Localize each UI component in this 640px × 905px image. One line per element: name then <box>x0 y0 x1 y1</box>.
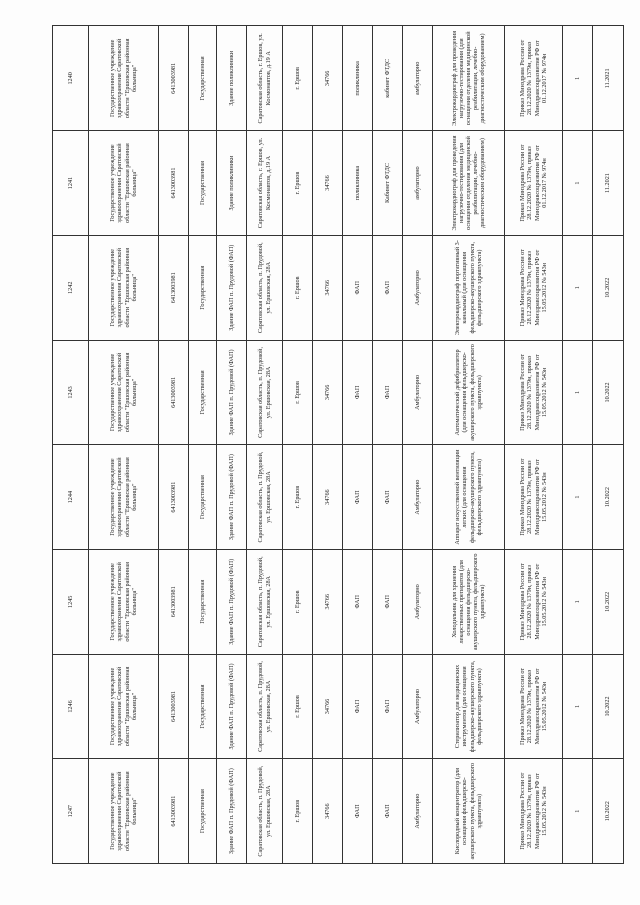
table-cell-dev: Электрокардиограф портативный 3-канальный (для оснащения фельдшерско-акушерского пункта, фельдшерского здравпункта) <box>433 235 505 340</box>
table-cell-inn: 6413003981 <box>159 235 189 340</box>
table-cell-dat: 10.2022 <box>593 235 624 340</box>
table-cell-adr: Саратовская область, п. Прудовой, ул. Ершовская, 28А <box>247 654 283 759</box>
table-cell-fap: поликлиника <box>343 26 373 131</box>
column-number: 1240 <box>53 26 89 131</box>
column-number: 1245 <box>53 549 89 654</box>
table-cell-bld: Здание ФАП п. Прудовой (ФАП) <box>217 654 247 759</box>
table-cell-fap2: кабинет ФТДС <box>373 26 403 131</box>
table-row <box>433 26 505 864</box>
table-cell-ord: Приказ Минздрава России от 28.12.2020 № 1379н, приказ Минздравсоцразвития РФ от 15.05.2012 № 543н <box>505 340 563 445</box>
table-cell-inn: 6413003981 <box>159 131 189 236</box>
table-cell-city: г. Ершов <box>283 131 313 236</box>
table-row <box>403 26 433 864</box>
table-cell-zip: 34766 <box>313 26 343 131</box>
table-cell-dat: 11.2021 <box>593 131 624 236</box>
table-cell-zip: 34766 <box>313 549 343 654</box>
table-cell-fap2: ФАП <box>373 445 403 550</box>
table-cell-inn: 6413003981 <box>159 445 189 550</box>
table-cell-qty: 1 <box>563 26 593 131</box>
table-cell-amb: Амбулаторно <box>403 654 433 759</box>
column-number: 1246 <box>53 654 89 759</box>
table-row <box>373 26 403 864</box>
table-row <box>89 26 159 864</box>
table-cell-fap: ФАП <box>343 235 373 340</box>
table-cell-org: Государственное учреждение здравоохранения Саратовской области "Ершовская районная больница" <box>89 340 159 445</box>
table-cell-bld: Здание ФАП п. Прудовой (ФАП) <box>217 340 247 445</box>
table-cell-zip: 34766 <box>313 759 343 864</box>
table-cell-inn: 6413003981 <box>159 654 189 759</box>
table-cell-dat: 10.2022 <box>593 654 624 759</box>
table-cell-adr: Саратовская область, п. Прудовой, ул. Ершовская, 28А <box>247 549 283 654</box>
table-cell-inn: 6413003981 <box>159 340 189 445</box>
table-cell-adr: Саратовская область, п. Прудовой, ул. Ершовская, 28А <box>247 759 283 864</box>
table-cell-own: Государственная <box>189 340 217 445</box>
table-cell-org: Государственное учреждение здравоохранения Саратовской области "Ершовская районная больница" <box>89 654 159 759</box>
table-row <box>593 26 624 864</box>
table-row <box>313 26 343 864</box>
table-cell-ord: Приказ Минздрава России от 28.12.2020 № 1379н, приказ Минздравсоцразвития РФ от 15.05.2012 № 543н <box>505 654 563 759</box>
table-cell-amb: Амбулаторно <box>403 340 433 445</box>
table-cell-fap2: ФАП <box>373 759 403 864</box>
table-cell-own: Государственная <box>189 445 217 550</box>
table-cell-amb: амбулаторно <box>403 131 433 236</box>
table-row <box>189 26 217 864</box>
table-cell-dev: Электрокардиограф для проведения нагрузочно-тестирования (для оснащения отделения медицинской реабилитации, лечебно-диагностическим оборудованием) <box>433 26 505 131</box>
table-cell-dat: 10.2022 <box>593 445 624 550</box>
table-cell-bld: Здание ФАП п. Прудовой (ФАП) <box>217 549 247 654</box>
table-cell-city: г. Ершов <box>283 759 313 864</box>
table-cell-fap2: Кабинет ФТДС <box>373 131 403 236</box>
table-cell-dev: Стерилизатор для медицинских инструментов (для оснащения фельдшерско-акушерского пункта, фельдшерского здравпункта) <box>433 654 505 759</box>
table-row <box>283 26 313 864</box>
table-row <box>159 26 189 864</box>
table-cell-qty: 1 <box>563 549 593 654</box>
table-cell-zip: 34766 <box>313 654 343 759</box>
table-cell-dev: Электрокардиограф для проведения нагрузочно-тестирования (для оснащения отделения медицинской реабилитации, лечебно-диагностическим оборудованием) <box>433 131 505 236</box>
table-header-row <box>53 26 89 864</box>
table-cell-dat: 11.2021 <box>593 26 624 131</box>
table-cell-ord: Приказ Минздрава России от 28.12.2020 № 1379н, приказ Минздравсоцразвития РФ от 15.05.2012 № 543н <box>505 445 563 550</box>
rotated-table-frame <box>52 30 612 864</box>
table-cell-amb: Амбулаторно <box>403 445 433 550</box>
table-cell-dev: Холодильник для хранения лекарственных препаратов (для оснащения фельдшерско-акушерского пункта, фельдшерского здравпункта) <box>433 549 505 654</box>
table-row <box>343 26 373 864</box>
table-row <box>505 26 563 864</box>
table-cell-org: Государственное учреждение здравоохранения Саратовской области "Ершовская районная больница" <box>89 26 159 131</box>
column-number: 1242 <box>53 235 89 340</box>
table-cell-zip: 34766 <box>313 235 343 340</box>
table-cell-fap: ФАП <box>343 340 373 445</box>
table-cell-fap: ФАП <box>343 445 373 550</box>
table-cell-bld: Здание ФАП п. Прудовой (ФАП) <box>217 759 247 864</box>
table-cell-fap2: ФАП <box>373 654 403 759</box>
table-cell-amb: амбулаторно <box>403 26 433 131</box>
table-cell-bld: Здание поликлиники <box>217 26 247 131</box>
table-cell-fap2: ФАП <box>373 549 403 654</box>
table-cell-org: Государственное учреждение здравоохранения Саратовской области "Ершовская районная больница" <box>89 759 159 864</box>
table-cell-fap2: ФАП <box>373 235 403 340</box>
table-cell-ord: Приказ Минздрава России от 28.12.2020 № 1379н, приказ Минздравсоцразвития РФ от 15.05.2012 № 543н <box>505 759 563 864</box>
table-cell-city: г. Ершов <box>283 235 313 340</box>
table-cell-org: Государственное учреждение здравоохранения Саратовской области "Ершовская районная больница" <box>89 549 159 654</box>
table-cell-city: г. Ершов <box>283 26 313 131</box>
column-number: 1247 <box>53 759 89 864</box>
table-cell-amb: Амбулаторно <box>403 549 433 654</box>
table-cell-dat: 10.2022 <box>593 340 624 445</box>
table-cell-zip: 34766 <box>313 131 343 236</box>
table-cell-fap: ФАП <box>343 654 373 759</box>
table-cell-org: Государственное учреждение здравоохранения Саратовской области "Ершовская районная больница" <box>89 235 159 340</box>
table-body <box>53 26 624 864</box>
table-cell-amb: Амбулаторно <box>403 235 433 340</box>
table-cell-own: Государственная <box>189 759 217 864</box>
table-cell-own: Государственная <box>189 549 217 654</box>
table-cell-own: Государственная <box>189 235 217 340</box>
table-cell-city: г. Ершов <box>283 549 313 654</box>
table-cell-qty: 1 <box>563 235 593 340</box>
table-cell-zip: 34766 <box>313 340 343 445</box>
table-cell-dev: Кислородный концентратор (для оснащения фельдшерско-акушерского пункта, фельдшерского здравпункта) <box>433 759 505 864</box>
table-cell-adr: Саратовская область, г. Ершов, ул. Космонавтов, д.19 А <box>247 131 283 236</box>
table-cell-org: Государственное учреждение здравоохранения Саратовской области "Ершовская районная больница" <box>89 445 159 550</box>
table-cell-adr: Саратовская область, п. Прудовой, ул. Ершовская, 28А <box>247 235 283 340</box>
table-cell-dat: 10.2022 <box>593 549 624 654</box>
table-cell-city: г. Ершов <box>283 445 313 550</box>
table-cell-amb: Амбулаторно <box>403 759 433 864</box>
table-cell-inn: 6413003981 <box>159 26 189 131</box>
table-cell-fap: ФАП <box>343 549 373 654</box>
table-cell-dat: 10.2022 <box>593 759 624 864</box>
table-cell-qty: 1 <box>563 131 593 236</box>
table-cell-dev: Автоматический дефибриллятор (для оснащения фельдшерско-акушерского пункта, фельдшерского здравпункта) <box>433 340 505 445</box>
table-cell-city: г. Ершов <box>283 654 313 759</box>
table-cell-fap: поликлиника <box>343 131 373 236</box>
table-cell-own: Государственная <box>189 131 217 236</box>
table-cell-inn: 6413003981 <box>159 549 189 654</box>
table-cell-fap: ФАП <box>343 759 373 864</box>
table-cell-bld: Здание ФАП п. Прудовой (ФАП) <box>217 235 247 340</box>
column-number: 1241 <box>53 131 89 236</box>
table-cell-adr: Саратовская область, п. Прудовой, ул. Ершовская, 28А <box>247 340 283 445</box>
table-cell-fap2: ФАП <box>373 340 403 445</box>
table-cell-bld: Здание поликлиники <box>217 131 247 236</box>
table-cell-ord: Приказ Минздрава России от 28.12.2020 № 1379н, приказ Минздравсоцразвития РФ от 01.12.2017 № 974н <box>505 131 563 236</box>
table-cell-bld: Здание ФАП п. Прудовой (ФАП) <box>217 445 247 550</box>
table-row <box>217 26 247 864</box>
table-cell-ord: Приказ Минздрава России от 28.12.2020 № 1379н, приказ Минздравсоцразвития РФ от 15.05.2012 № 543н <box>505 235 563 340</box>
table-cell-own: Государственная <box>189 26 217 131</box>
table-cell-inn: 6413003981 <box>159 759 189 864</box>
table-cell-org: Государственное учреждение здравоохранения Саратовской области "Ершовская районная больница" <box>89 131 159 236</box>
table-cell-qty: 1 <box>563 654 593 759</box>
table-cell-adr: Саратовская область, п. Прудовой, ул. Ершовская, 28А <box>247 445 283 550</box>
table-cell-own: Государственная <box>189 654 217 759</box>
table-cell-qty: 1 <box>563 759 593 864</box>
table-cell-ord: Приказ Минздрава России от 28.12.2020 № 1379н, приказ Минздравсоцразвития РФ от 15.05.2012 № 543н <box>505 549 563 654</box>
table-cell-qty: 1 <box>563 445 593 550</box>
table-cell-dev: Аппарат искусственной вентиляции легких (для оснащения фельдшерско-акушерского пункта, фельдшерского здравпункта) <box>433 445 505 550</box>
table-row <box>247 26 283 864</box>
column-number: 1243 <box>53 340 89 445</box>
table-cell-ord: Приказ Минздрава России от 28.12.2020 № 1379н, приказ Минздравсоцразвития РФ от 01.12.2017 № 974н <box>505 26 563 131</box>
table-cell-city: г. Ершов <box>283 340 313 445</box>
table-cell-qty: 1 <box>563 340 593 445</box>
column-number: 1244 <box>53 445 89 550</box>
table-cell-zip: 34766 <box>313 445 343 550</box>
equipment-table <box>52 26 624 865</box>
table-row <box>563 26 593 864</box>
table-cell-adr: Саратовская область, г. Ершов, ул. Космонавтов, д.19 А <box>247 26 283 131</box>
